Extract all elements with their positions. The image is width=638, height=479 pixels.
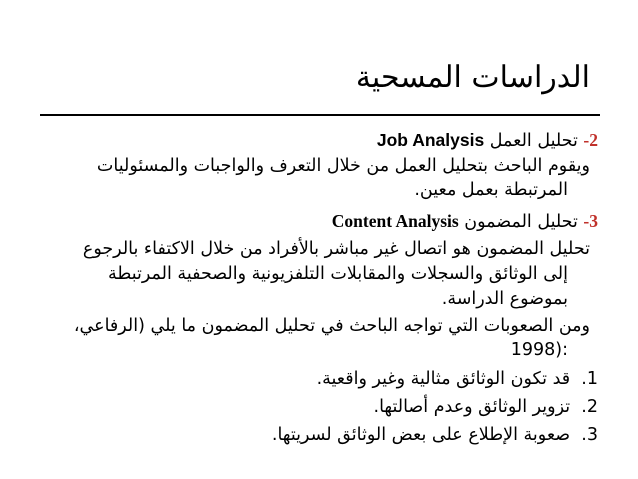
difficulties-intro-line-2: 1998): (510, 340, 568, 360)
title-divider (40, 114, 600, 116)
section-2-body-line-2: المرتبطة بعمل معين. (414, 180, 568, 200)
section-2-body-line-1: ويقوم الباحث بتحليل العمل من خلال التعرف والواجبات والمسئوليات (96, 156, 590, 176)
section-2-number: 2- (583, 130, 598, 150)
section-3-body-line-3: بموضوع الدراسة. (441, 289, 568, 309)
section-3-number: 3- (583, 211, 598, 231)
section-2-heading-en: Job Analysis (376, 130, 485, 150)
slide-title: الدراسات المسحية (355, 60, 590, 95)
section-3-heading-ar: تحليل المضمون (464, 212, 578, 232)
difficulty-item-3-number: 3. (581, 425, 598, 445)
difficulty-item-3-text: صعوبة الإطلاع على بعض الوثائق لسريتها. (271, 425, 571, 445)
section-2-heading (377, 128, 598, 153)
difficulties-intro-line-1: ومن الصعوبات التي تواجه الباحث في تحليل المضمون ما يلي (الرفاعي، (73, 316, 590, 336)
section-3-body-line-1: تحليل المضمون هو اتصال غير مباشر بالأفراد من خلال الاكتفاء بالرجوع (82, 239, 590, 259)
section-3-heading-en: Content Analysis (331, 211, 459, 231)
difficulty-item-3 (272, 423, 598, 447)
difficulty-item-1 (317, 367, 598, 391)
section-3-body-line-2: إلى الوثائق والسجلات والمقابلات التلفزيونية والصحفية المرتبطة (108, 264, 568, 284)
difficulty-item-1-number: 1. (581, 369, 598, 389)
difficulty-item-2-text: تزوير الوثائق وعدم أصالتها. (373, 397, 571, 417)
section-3-heading (332, 209, 598, 234)
difficulty-item-2 (374, 395, 599, 419)
difficulty-item-1-text: قد تكون الوثائق مثالية وغير واقعية. (316, 369, 571, 389)
difficulty-item-2-number: 2. (581, 397, 598, 417)
section-2-heading-ar: تحليل العمل (489, 131, 578, 151)
